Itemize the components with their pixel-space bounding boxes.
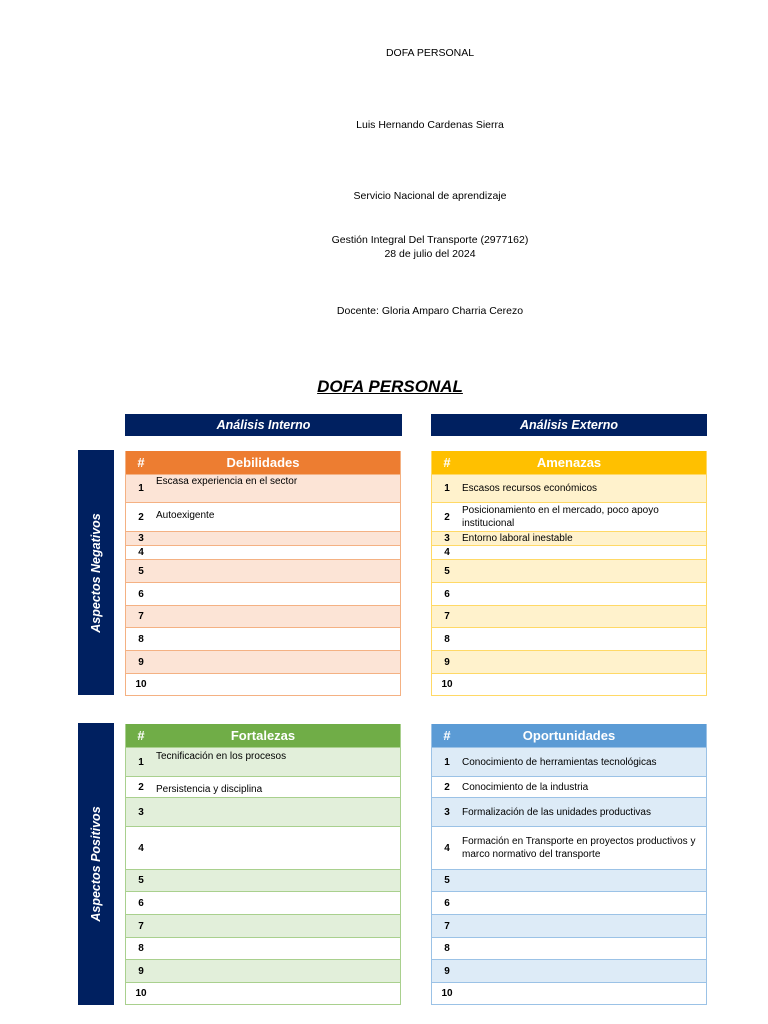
table-row (126, 673, 400, 695)
row-number: 9 (444, 965, 450, 977)
row-text: Conocimiento de herramientas tecnológicas (462, 756, 657, 768)
fortalezas-header (126, 724, 400, 747)
table-row (126, 937, 400, 959)
row-number: 8 (444, 633, 450, 645)
document-date: 28 de julio del 2024 (384, 248, 476, 260)
number-column-header: # (137, 728, 145, 743)
row-number: 1 (444, 756, 450, 768)
positive-aspects-label: Aspectos Positivos (89, 806, 103, 922)
row-number: 6 (444, 588, 450, 600)
row-text: Escasos recursos económicos (462, 483, 598, 494)
row-text (156, 960, 400, 982)
row-text (156, 583, 400, 605)
row-text: Autoexigente (156, 510, 215, 521)
table-row (126, 502, 400, 531)
row-number: 8 (138, 943, 144, 954)
row-text: Formalización de las unidades productivas (462, 806, 651, 818)
row-number: 7 (444, 920, 450, 932)
row-text (156, 827, 400, 869)
row-text (462, 628, 706, 650)
table-row (432, 673, 706, 695)
table-row (432, 605, 706, 627)
row-text (462, 870, 706, 891)
table-row (432, 797, 706, 826)
row-text (462, 651, 706, 673)
number-column-header: # (137, 455, 145, 470)
row-text (156, 546, 400, 559)
row-number: 4 (444, 547, 450, 558)
teacher-name: Docente: Gloria Amparo Charria Cerezo (336, 305, 524, 317)
row-number: 3 (444, 533, 450, 544)
fortalezas-title: Fortalezas (230, 728, 296, 743)
row-text (156, 983, 400, 1004)
row-number: 7 (444, 611, 450, 622)
row-number: 5 (138, 875, 144, 886)
row-text (462, 960, 706, 982)
table-row (126, 747, 400, 776)
row-number: 7 (138, 920, 144, 932)
table-row (432, 982, 706, 1004)
row-text (156, 560, 400, 582)
debilidades-title: Debilidades (226, 455, 300, 470)
row-text: Tecnificación en los procesos (156, 751, 287, 762)
table-row (126, 797, 400, 826)
oportunidades-table (431, 724, 707, 1005)
row-text (462, 915, 706, 937)
internal-analysis-header: Análisis Interno (125, 414, 402, 436)
table-row (432, 891, 706, 914)
table-row (432, 582, 706, 605)
row-number: 9 (444, 656, 450, 668)
table-row (126, 826, 400, 869)
table-row (432, 747, 706, 776)
table-row (126, 891, 400, 914)
table-row (126, 474, 400, 502)
table-row (126, 776, 400, 797)
row-text (462, 938, 706, 959)
row-number: 8 (444, 943, 450, 954)
row-number: 5 (444, 875, 450, 886)
row-number: 4 (138, 842, 144, 854)
row-number: 6 (444, 897, 450, 909)
row-number: 4 (444, 842, 450, 854)
row-text (462, 674, 706, 695)
row-number: 3 (138, 533, 144, 544)
amenazas-header (432, 451, 706, 474)
row-text (462, 583, 706, 605)
number-column-header: # (443, 728, 451, 743)
row-number: 9 (138, 656, 144, 668)
table-row (432, 474, 706, 502)
row-number: 7 (138, 611, 144, 622)
row-number: 3 (444, 806, 450, 818)
table-row (432, 776, 706, 797)
debilidades-table (125, 451, 401, 696)
table-row (432, 545, 706, 559)
row-number: 3 (138, 806, 144, 818)
number-column-header: # (443, 455, 451, 470)
row-text (156, 532, 400, 545)
table-row (432, 869, 706, 891)
table-row (432, 531, 706, 545)
table-row (432, 826, 706, 869)
row-text (462, 546, 706, 559)
row-number: 1 (444, 483, 450, 494)
row-text (156, 674, 400, 695)
negative-aspects-band (78, 450, 114, 695)
institution-name: Servicio Nacional de aprendizaje (353, 190, 507, 202)
row-text: Persistencia y disciplina (156, 784, 263, 795)
row-text (156, 938, 400, 959)
table-row (432, 650, 706, 673)
row-number: 1 (138, 483, 144, 494)
row-text (462, 892, 706, 914)
amenazas-title: Amenazas (536, 455, 602, 470)
row-text (462, 560, 706, 582)
table-row (126, 559, 400, 582)
table-row (432, 502, 706, 531)
row-number: 10 (135, 679, 147, 690)
row-number: 1 (138, 756, 144, 768)
row-text (156, 915, 400, 937)
row-number: 5 (138, 565, 144, 577)
matrix-title: DOFA PERSONAL (317, 377, 463, 396)
row-number: 6 (138, 588, 144, 600)
row-number: 2 (138, 511, 144, 523)
row-text: Formación en Transporte en proyectos productivos y marco normativo del transporte (462, 836, 696, 860)
row-text (156, 606, 400, 627)
negative-aspects-label: Aspectos Negativos (89, 512, 103, 633)
table-row (432, 627, 706, 650)
external-analysis-header: Análisis Externo (431, 414, 707, 436)
oportunidades-title: Oportunidades (522, 728, 616, 743)
row-text (156, 651, 400, 673)
row-number: 10 (441, 679, 453, 690)
table-row (126, 869, 400, 891)
table-row (126, 914, 400, 937)
table-row (126, 545, 400, 559)
row-text (462, 606, 706, 627)
debilidades-header (126, 451, 400, 474)
row-number: 4 (138, 547, 144, 558)
row-number: 2 (444, 781, 450, 793)
row-number: 6 (138, 897, 144, 909)
program-name: Gestión Integral Del Transporte (2977162) (331, 234, 529, 246)
table-row (126, 982, 400, 1004)
row-text: Escasa experiencia en el sector (156, 476, 298, 487)
row-text: Posicionamiento en el mercado, poco apoyo institucional (462, 505, 659, 529)
row-text (156, 870, 400, 891)
table-row (126, 582, 400, 605)
amenazas-table (431, 451, 707, 696)
table-row (432, 937, 706, 959)
row-number: 10 (135, 988, 147, 999)
row-text (156, 798, 400, 826)
table-row (432, 559, 706, 582)
row-number: 10 (441, 988, 453, 999)
table-row (126, 605, 400, 627)
positive-aspects-band (78, 723, 114, 1005)
row-number: 8 (138, 633, 144, 645)
row-text: Conocimiento de la industria (462, 781, 589, 793)
row-text: Entorno laboral inestable (462, 533, 573, 544)
row-number: 2 (138, 781, 144, 793)
table-row (432, 959, 706, 982)
table-row (126, 650, 400, 673)
table-row (432, 914, 706, 937)
table-row (126, 959, 400, 982)
row-text (156, 628, 400, 650)
row-number: 9 (138, 965, 144, 977)
row-text (156, 892, 400, 914)
fortalezas-table (125, 724, 401, 1005)
author-name: Luis Hernando Cardenas Sierra (356, 119, 504, 131)
table-row (126, 531, 400, 545)
oportunidades-header (432, 724, 706, 747)
row-number: 2 (444, 511, 450, 523)
table-row (126, 627, 400, 650)
doc-title: DOFA PERSONAL (385, 47, 475, 59)
row-number: 5 (444, 565, 450, 577)
row-text (462, 983, 706, 1004)
